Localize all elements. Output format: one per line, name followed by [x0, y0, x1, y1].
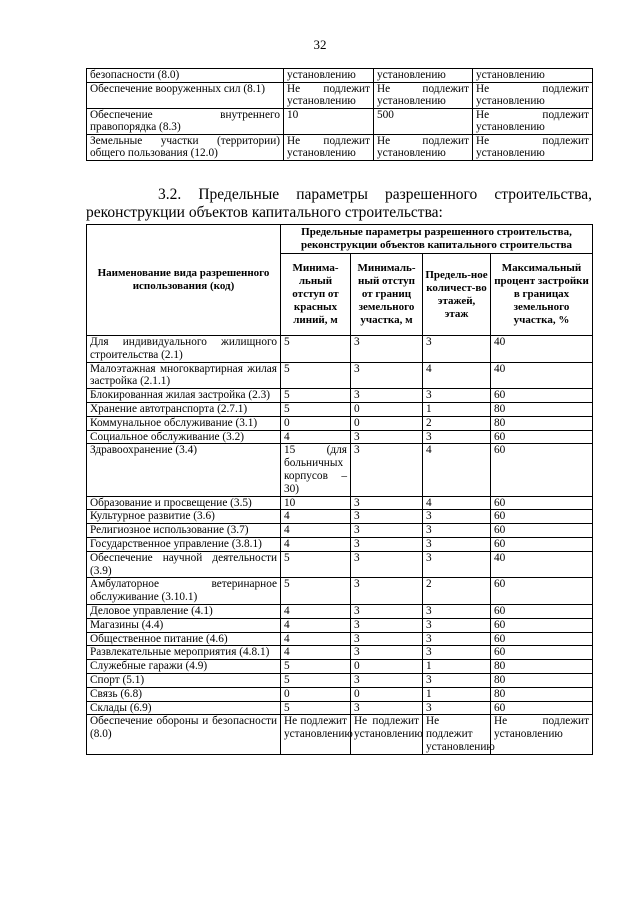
value-cell: 0 — [351, 416, 423, 430]
use-type-name: Блокированная жилая застройка (2.3) — [87, 389, 281, 403]
parameters-table-header — [87, 225, 593, 336]
table-row — [87, 578, 593, 605]
value-cell: 5 — [281, 660, 351, 674]
value-cell: 3 — [351, 496, 423, 510]
value-cell: Не подлежит установлению — [374, 82, 473, 108]
table-row — [87, 82, 593, 108]
value-cell: 3 — [423, 551, 491, 578]
value-cell: 0 — [351, 660, 423, 674]
value-cell: 5 — [281, 701, 351, 715]
value-cell: 60 — [491, 632, 593, 646]
use-type-name: Магазины (4.4) — [87, 618, 281, 632]
value-cell: 3 — [423, 336, 491, 363]
use-type-name: Социальное обслуживание (3.2) — [87, 430, 281, 444]
value-cell: 3 — [423, 646, 491, 660]
parameters-table-body — [87, 336, 593, 755]
table-row — [87, 660, 593, 674]
use-type-name: Религиозное использование (3.7) — [87, 524, 281, 538]
use-type-name: Служебные гаражи (4.9) — [87, 660, 281, 674]
value-cell: 3 — [351, 673, 423, 687]
value-cell: 40 — [491, 336, 593, 363]
value-cell: 40 — [491, 362, 593, 389]
value-cell: 80 — [491, 660, 593, 674]
use-type-name: Деловое управление (4.1) — [87, 604, 281, 618]
use-type-name: Образование и просвещение (3.5) — [87, 496, 281, 510]
value-cell: 3 — [351, 618, 423, 632]
table-row — [87, 444, 593, 496]
value-cell: 40 — [491, 551, 593, 578]
value-cell: 2 — [423, 578, 491, 605]
value-cell: 80 — [491, 402, 593, 416]
use-type-name: Земельные участки (территории) общего пользования (12.0) — [87, 134, 284, 160]
value-cell: 60 — [491, 389, 593, 403]
value-cell: 4 — [281, 632, 351, 646]
value-cell: 3 — [351, 551, 423, 578]
value-cell: 3 — [351, 444, 423, 496]
value-cell: 3 — [351, 430, 423, 444]
use-type-name: Малоэтажная многоквартирная жилая застройка (2.1.1) — [87, 362, 281, 389]
value-cell: 60 — [491, 646, 593, 660]
value-cell: 5 — [281, 389, 351, 403]
table-row — [87, 618, 593, 632]
value-cell: 2 — [423, 416, 491, 430]
value-cell: 3 — [423, 673, 491, 687]
value-cell: Не подлежит установлению — [351, 715, 423, 754]
value-cell: 60 — [491, 701, 593, 715]
table-row — [87, 362, 593, 389]
value-cell: Не подлежит установлению — [473, 82, 593, 108]
value-cell: 1 — [423, 687, 491, 701]
value-cell: 3 — [423, 632, 491, 646]
section-heading — [86, 186, 592, 222]
use-type-name: Обеспечение обороны и безопасности (8.0) — [87, 715, 281, 754]
value-cell: 3 — [423, 701, 491, 715]
value-cell: 60 — [491, 524, 593, 538]
value-cell: 3 — [351, 632, 423, 646]
use-type-name: Хранение автотранспорта (2.7.1) — [87, 402, 281, 416]
use-type-name: Государственное управление (3.8.1) — [87, 537, 281, 551]
value-cell: Не подлежит установлению — [473, 108, 593, 134]
value-cell: Не подлежит установлению — [374, 134, 473, 160]
value-cell: 3 — [351, 336, 423, 363]
value-cell: Не подлежит установлению — [284, 82, 374, 108]
value-cell: 0 — [281, 687, 351, 701]
value-cell: Не подлежит установлению — [423, 715, 491, 754]
value-cell: 3 — [423, 537, 491, 551]
value-cell: 3 — [351, 362, 423, 389]
value-cell: 4 — [281, 524, 351, 538]
continued-table — [86, 68, 593, 161]
value-cell: 3 — [351, 578, 423, 605]
value-cell: 3 — [351, 537, 423, 551]
value-cell: 3 — [423, 524, 491, 538]
table-row — [87, 69, 593, 83]
value-cell: Не подлежит установлению — [284, 134, 374, 160]
value-cell: 3 — [423, 510, 491, 524]
table-row — [87, 701, 593, 715]
value-cell: 60 — [491, 537, 593, 551]
value-cell: 3 — [423, 618, 491, 632]
value-cell: установлению — [284, 69, 374, 83]
value-cell: 3 — [351, 389, 423, 403]
value-cell: 80 — [491, 416, 593, 430]
header-col-floors: Предель-ное количест-во этажей, этаж — [423, 254, 491, 336]
value-cell: 500 — [374, 108, 473, 134]
value-cell: 3 — [351, 524, 423, 538]
value-cell: 1 — [423, 402, 491, 416]
table-row — [87, 632, 593, 646]
value-cell: 5 — [281, 336, 351, 363]
header-use-type: Наименование вида разрешенного использования (код) — [87, 225, 281, 336]
value-cell: 4 — [281, 537, 351, 551]
value-cell: 0 — [281, 416, 351, 430]
table-row — [87, 715, 593, 754]
value-cell: 4 — [281, 618, 351, 632]
table-row — [87, 496, 593, 510]
value-cell: 0 — [351, 687, 423, 701]
table-row — [87, 510, 593, 524]
value-cell: 4 — [281, 510, 351, 524]
value-cell: 5 — [281, 402, 351, 416]
value-cell: 5 — [281, 578, 351, 605]
value-cell: 80 — [491, 673, 593, 687]
use-type-name: Спорт (5.1) — [87, 673, 281, 687]
value-cell: 60 — [491, 430, 593, 444]
header-col-coverage: Максимальный процент застройки в границах земельного участка, % — [491, 254, 593, 336]
value-cell: 5 — [281, 673, 351, 687]
table-row — [87, 134, 593, 160]
table-row — [87, 336, 593, 363]
section-heading-line-1: 3.2. Предельные параметры разрешенного строительства, — [158, 186, 592, 203]
value-cell: 3 — [351, 701, 423, 715]
value-cell: 4 — [423, 496, 491, 510]
value-cell: 4 — [423, 444, 491, 496]
value-cell: 15 (для больничных корпусов – 30) — [281, 444, 351, 496]
value-cell: 5 — [281, 362, 351, 389]
value-cell: 4 — [281, 430, 351, 444]
section-heading-line-2: реконструкции объектов капитального строительства: — [86, 204, 443, 221]
table-row — [87, 108, 593, 134]
table-row — [87, 551, 593, 578]
page-number: 32 — [313, 37, 327, 52]
table-row — [87, 416, 593, 430]
use-type-name: Амбулаторное ветеринарное обслуживание (3.10.1) — [87, 578, 281, 605]
use-type-name: Обеспечение научной деятельности (3.9) — [87, 551, 281, 578]
use-type-name: Коммунальное обслуживание (3.1) — [87, 416, 281, 430]
value-cell: 5 — [281, 551, 351, 578]
parameters-table — [86, 224, 593, 755]
table-row — [87, 604, 593, 618]
table-row — [87, 646, 593, 660]
value-cell: 10 — [281, 496, 351, 510]
use-type-name: Общественное питание (4.6) — [87, 632, 281, 646]
header-group-parameters: Предельные параметры разрешенного строительства, реконструкции объектов капитального строительства — [281, 225, 593, 254]
value-cell: 60 — [491, 578, 593, 605]
header-col-red-lines: Минима-льный отступ от красных линий, м — [281, 254, 351, 336]
table-row — [87, 430, 593, 444]
value-cell: 3 — [351, 646, 423, 660]
header-col-plot-borders: Минималь-ный отступ от границ земельного участка, м — [351, 254, 423, 336]
value-cell: 60 — [491, 496, 593, 510]
table-row — [87, 537, 593, 551]
table-row — [87, 673, 593, 687]
use-type-name: Обеспечение вооруженных сил (8.1) — [87, 82, 284, 108]
value-cell: 4 — [423, 362, 491, 389]
value-cell: 3 — [423, 430, 491, 444]
table-row — [87, 524, 593, 538]
value-cell: 3 — [351, 604, 423, 618]
use-type-name: Развлекательные мероприятия (4.8.1) — [87, 646, 281, 660]
value-cell: 60 — [491, 510, 593, 524]
value-cell: установлению — [473, 69, 593, 83]
value-cell: 1 — [423, 660, 491, 674]
value-cell: 60 — [491, 444, 593, 496]
value-cell: 0 — [351, 402, 423, 416]
value-cell: Не подлежит установлению — [281, 715, 351, 754]
use-type-name: Связь (6.8) — [87, 687, 281, 701]
use-type-name: Обеспечение внутреннего правопорядка (8.3) — [87, 108, 284, 134]
continued-table-body — [87, 69, 593, 161]
value-cell: 3 — [351, 510, 423, 524]
use-type-name: Здравоохранение (3.4) — [87, 444, 281, 496]
use-type-name: Склады (6.9) — [87, 701, 281, 715]
table-row — [87, 687, 593, 701]
value-cell: 60 — [491, 618, 593, 632]
value-cell: 80 — [491, 687, 593, 701]
value-cell: 60 — [491, 604, 593, 618]
value-cell: Не подлежит установлению — [491, 715, 593, 754]
value-cell: Не подлежит установлению — [473, 134, 593, 160]
use-type-name: Культурное развитие (3.6) — [87, 510, 281, 524]
value-cell: установлению — [374, 69, 473, 83]
use-type-name: Для индивидуального жилищного строительства (2.1) — [87, 336, 281, 363]
table-row — [87, 402, 593, 416]
table-row — [87, 389, 593, 403]
value-cell: 3 — [423, 604, 491, 618]
value-cell: 3 — [423, 389, 491, 403]
value-cell: 10 — [284, 108, 374, 134]
value-cell: 4 — [281, 604, 351, 618]
value-cell: 4 — [281, 646, 351, 660]
use-type-name: безопасности (8.0) — [87, 69, 284, 83]
